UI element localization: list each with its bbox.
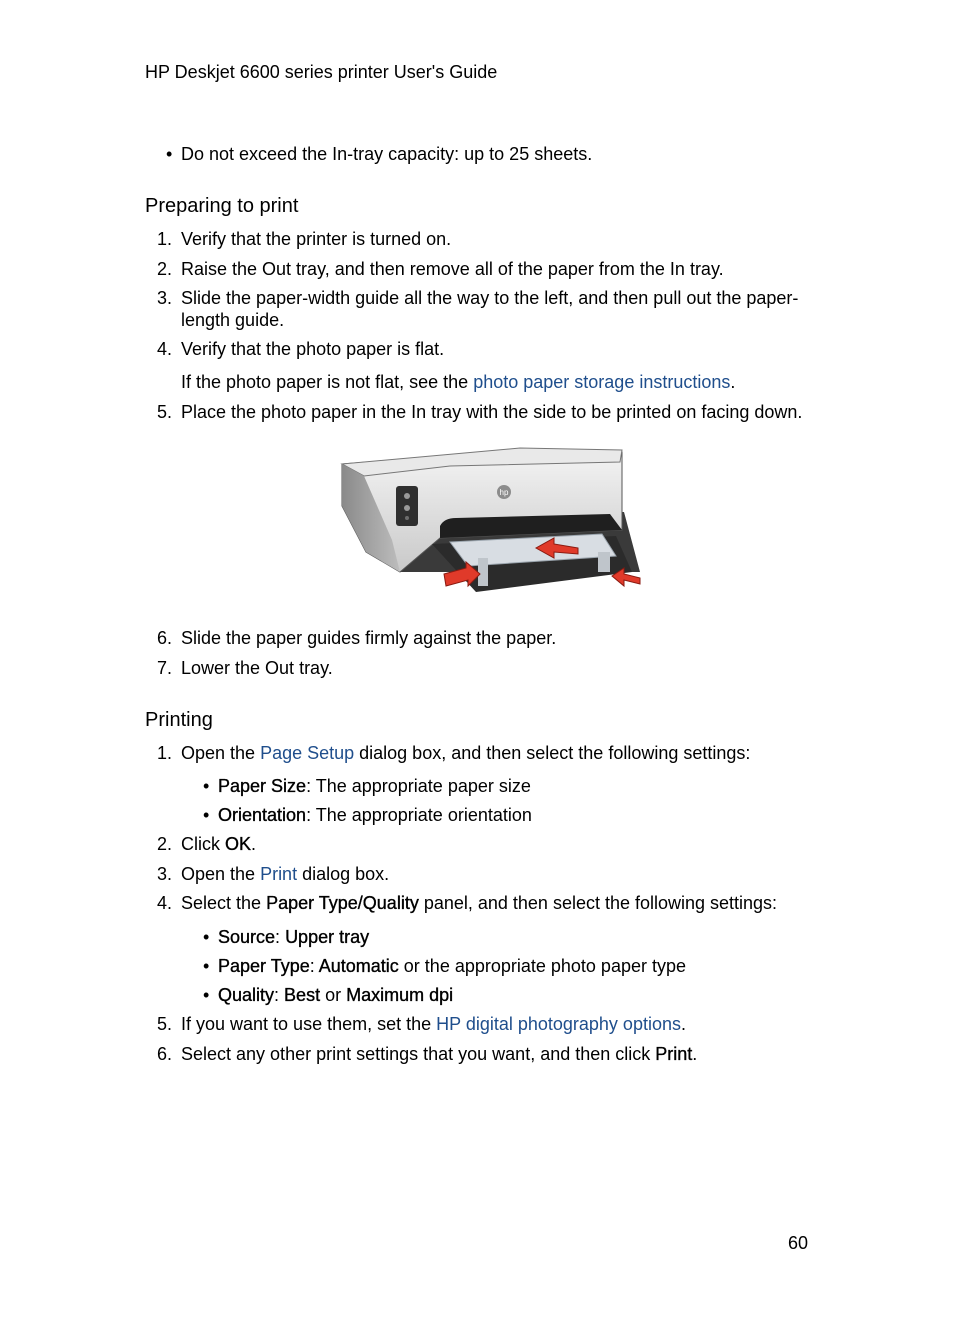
step-text: Click (181, 834, 225, 854)
printer-loading-paper-image (340, 440, 652, 602)
prepare-step-6: Slide the paper guides firmly against the paper. (181, 628, 557, 648)
setting-label: Orientation (218, 805, 307, 825)
intro-bullet-text: Do not exceed the In-tray capacity: up to 25 sheets. (181, 144, 593, 164)
printing-step-1 (181, 742, 750, 764)
step-number: 1. (156, 743, 172, 763)
step-text: . (680, 1014, 686, 1034)
printing-step-4 (181, 892, 777, 914)
step-number: 4. (156, 339, 172, 359)
setting-sep: : (275, 927, 286, 947)
step-text: . (692, 1044, 698, 1064)
setting-paper-size (218, 775, 531, 797)
hp-digital-photography-link[interactable]: HP digital photography options (436, 1014, 681, 1034)
setting-sep: : (274, 985, 285, 1005)
setting-source (218, 926, 369, 948)
step-number: 6. (156, 1044, 172, 1064)
step-number: 4. (156, 893, 172, 913)
photo-paper-storage-link[interactable]: photo paper storage instructions (473, 372, 731, 392)
bullet-dot: • (203, 776, 210, 796)
step-number: 2. (156, 834, 172, 854)
setting-value: Maximum dpi (346, 985, 454, 1005)
running-header: HP Deskjet 6600 series printer User's Guide (145, 62, 498, 82)
prepare-step-4: Verify that the photo paper is flat. (181, 339, 445, 359)
paper-width-guide (478, 558, 488, 586)
heading-preparing-to-print: Preparing to print (145, 195, 299, 217)
setting-label: Quality (218, 985, 275, 1005)
setting-label: Paper Type (218, 956, 310, 976)
heading-printing: Printing (145, 709, 213, 731)
step-number: 3. (156, 864, 172, 884)
bullet-dot: • (203, 956, 210, 976)
step-text: . (251, 834, 257, 854)
setting-text: : The appropriate orientation (306, 805, 532, 825)
prepare-step-1: Verify that the printer is turned on. (181, 229, 452, 249)
printing-step-2 (181, 833, 256, 855)
bullet-dot: • (203, 927, 210, 947)
setting-value: Upper tray (285, 927, 370, 947)
print-dialog-link[interactable]: Print (260, 864, 298, 884)
setting-text: or the appropriate photo paper type (398, 956, 686, 976)
step-text: Open the (181, 864, 261, 884)
setting-value: Automatic (318, 956, 399, 976)
step-text: dialog box, and then select the following settings: (354, 743, 751, 763)
setting-text: : The appropriate paper size (306, 776, 531, 796)
setting-value: Best (284, 985, 321, 1005)
print-label: Print (655, 1044, 693, 1064)
step-number: 3. (156, 288, 172, 308)
step-text: dialog box. (297, 864, 390, 884)
step-number: 1. (156, 229, 172, 249)
page-setup-link[interactable]: Page Setup (260, 743, 355, 763)
hp-logo-text: hp (499, 488, 509, 497)
step-number: 7. (156, 658, 172, 678)
prepare-step-7: Lower the Out tray. (181, 658, 333, 678)
printing-step-5 (181, 1013, 686, 1035)
printing-step-3 (181, 863, 389, 885)
printing-step-6 (181, 1043, 697, 1065)
setting-sep: : (309, 956, 319, 976)
step-number: 2. (156, 259, 172, 279)
paper-length-guide (598, 552, 610, 572)
step-text: Select the (181, 893, 267, 913)
ok-label: OK (225, 834, 252, 854)
page-number: 60 (787, 1233, 808, 1253)
paper-type-quality-label: Paper Type/Quality (266, 893, 419, 913)
setting-quality (218, 984, 453, 1006)
flat-paper-note (181, 371, 735, 393)
printer-illustration (340, 440, 652, 602)
prepare-step-3-line1: Slide the paper-width guide all the way to the left, and then pull out the paper- (181, 288, 799, 308)
step-text: Open the (181, 743, 261, 763)
step-text: If you want to use them, set the (181, 1014, 437, 1034)
step-number: 5. (156, 402, 172, 422)
setting-paper-type (218, 955, 686, 977)
prepare-step-3-line2: length guide. (181, 310, 285, 330)
note-text: If the photo paper is not flat, see the (181, 372, 474, 392)
note-end: . (730, 372, 736, 392)
bullet-dot: • (166, 144, 173, 164)
prepare-step-2: Raise the Out tray, and then remove all of the paper from the In tray. (181, 259, 724, 279)
step-number: 6. (156, 628, 172, 648)
prepare-step-5: Place the photo paper in the In tray with the side to be printed on facing down. (181, 402, 803, 422)
step-number: 5. (156, 1014, 172, 1034)
bullet-dot: • (203, 805, 210, 825)
setting-text: or (320, 985, 347, 1005)
setting-orientation (218, 804, 532, 826)
setting-label: Source (218, 927, 276, 947)
step-text: Select any other print settings that you want, and then click (181, 1044, 656, 1064)
setting-label: Paper Size (218, 776, 307, 796)
bullet-dot: • (203, 985, 210, 1005)
step-text: panel, and then select the following settings: (418, 893, 778, 913)
